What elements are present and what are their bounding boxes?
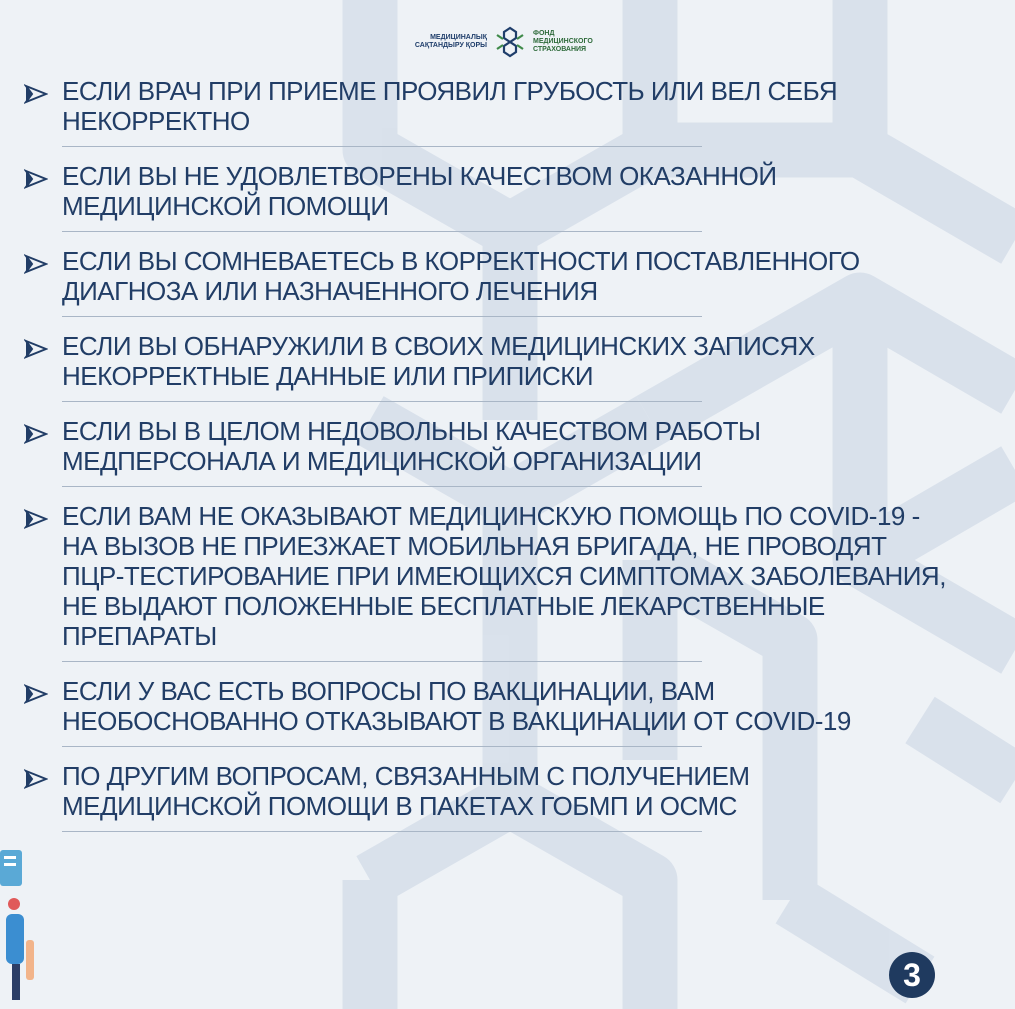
reasons-list [22,76,952,846]
list-item-text: ЕСЛИ ВРАЧ ПРИ ПРИЕМЕ ПРОЯВИЛ ГРУБОСТЬ ИЛИ ВЕЛ СЕБЯ НЕКОРРЕКТНО [62,76,838,136]
divider [62,831,702,832]
list-item [22,76,952,161]
page-number-badge: 3 [889,952,935,998]
arrow-bullet-icon [24,424,48,444]
doctor-illustration [0,842,50,1002]
list-item [22,501,952,676]
list-item [22,331,952,416]
arrow-bullet-icon [24,339,48,359]
arrow-bullet-icon [24,254,48,274]
arrow-bullet-icon [24,169,48,189]
divider [62,661,702,662]
list-item-text: ЕСЛИ ВЫ НЕ УДОВЛЕТВОРЕНЫ КАЧЕСТВОМ ОКАЗАННОЙ МЕДИЦИНСКОЙ ПОМОЩИ [62,161,777,221]
divider [62,746,702,747]
arrow-bullet-icon [24,84,48,104]
list-item-text: ЕСЛИ ВЫ ОБНАРУЖИЛИ В СВОИХ МЕДИЦИНСКИХ ЗАПИСЯХ НЕКОРРЕКТНЫЕ ДАННЫЕ ИЛИ ПРИПИСКИ [62,331,815,391]
list-item-text: ПО ДРУГИМ ВОПРОСАМ, СВЯЗАННЫМ С ПОЛУЧЕНИЕМ МЕДИЦИНСКОЙ ПОМОЩИ В ПАКЕТАХ ГОБМП И ОСМС [62,761,750,821]
list-item [22,161,952,246]
divider [62,316,702,317]
divider [62,401,702,402]
list-item [22,761,952,846]
logo-kazakh-text: МЕДИЦИНАЛЫҚ САҚТАНДЫРУ ҚОРЫ [414,34,487,49]
list-item [22,676,952,761]
list-item [22,246,952,331]
divider [62,231,702,232]
list-item [22,416,952,501]
divider [62,486,702,487]
list-item-text: ЕСЛИ ВЫ В ЦЕЛОМ НЕДОВОЛЬНЫ КАЧЕСТВОМ РАБОТЫ МЕДПЕРСОНАЛА И МЕДИЦИНСКОЙ ОРГАНИЗАЦИИ [62,416,761,476]
snowflake-emblem-icon [493,25,527,59]
list-item-text: ЕСЛИ У ВАС ЕСТЬ ВОПРОСЫ ПО ВАКЦИНАЦИИ, ВАМ НЕОБОСНОВАННО ОТКАЗЫВАЮТ В ВАКЦИНАЦИИ ОТ COVID-19 [62,676,851,736]
arrow-bullet-icon [24,684,48,704]
list-item-text: ЕСЛИ ВЫ СОМНЕВАЕТЕСЬ В КОРРЕКТНОСТИ ПОСТАВЛЕННОГО ДИАГНОЗА ИЛИ НАЗНАЧЕННОГО ЛЕЧЕНИЯ [62,246,860,306]
divider [62,146,702,147]
arrow-bullet-icon [24,509,48,529]
organization-logo [395,18,625,66]
arrow-bullet-icon [24,769,48,789]
list-item-text: ЕСЛИ ВАМ НЕ ОКАЗЫВАЮТ МЕДИЦИНСКУЮ ПОМОЩЬ ПО COVID-19 - НА ВЫЗОВ НЕ ПРИЕЗЖАЕТ МОБИЛЬНАЯ БРИГАДА, НЕ ПРОВОДЯТ ПЦР-ТЕСТИРОВАНИЕ ПРИ ИМЕЮЩИХСЯ СИМПТОМАХ ЗАБОЛЕВАНИЯ, НЕ ВЫДАЮТ ПОЛОЖЕННЫЕ БЕСПЛАТНЫЕ ЛЕКАРСТВЕННЫЕ ПРЕПАРАТЫ [62,501,946,651]
logo-russian-text: ФОНД МЕДИЦИНСКОГО СТРАХОВАНИЯ [533,30,593,53]
